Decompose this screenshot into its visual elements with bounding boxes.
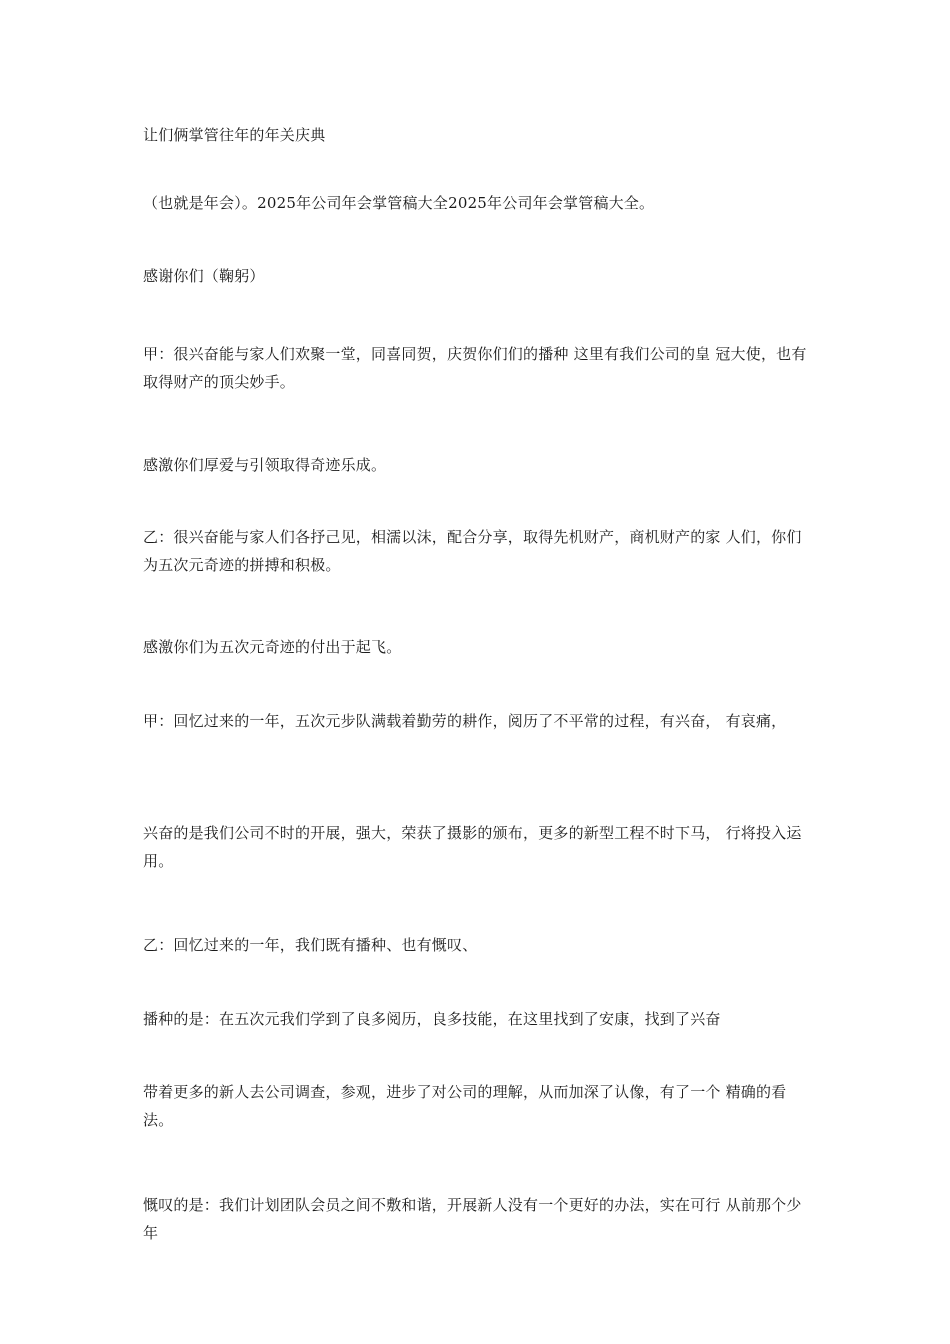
- paragraph-2: （也就是年会）。2025年公司年会掌管稿大全2025年公司年会掌管稿大全。: [143, 194, 655, 212]
- paragraph-4: 甲：很兴奋能与家人们欢聚一堂，同喜同贺，庆贺你们们的播种 这里有我们公司的皇 冠大使，也有取得财产的顶尖妙手。: [143, 345, 807, 391]
- paragraph-1: 让们俩掌管往年的年关庆典: [143, 126, 326, 144]
- paragraph-3: 感谢你们（鞠躬）: [143, 267, 265, 285]
- paragraph-9: 兴奋的是我们公司不时的开展，强大，荣获了摄影的颁布，更多的新型工程不时下马， 行将投入运用。: [143, 824, 802, 870]
- paragraph-13: 慨叹的是：我们计划团队会员之间不敷和谐，开展新人没有一个更好的办法，实在可行 从前那个少年: [143, 1196, 802, 1242]
- paragraph-8: 甲：回忆过来的一年，五次元步队满载着勤劳的耕作，阅历了不平常的过程，有兴奋， 有哀痛，: [143, 712, 787, 730]
- paragraph-5: 感激你们厚爱与引领取得奇迹乐成。: [143, 456, 387, 474]
- paragraph-6: 乙：很兴奋能与家人们各抒己见，相濡以沫，配合分享，取得先机财产，商机财产的家 人们，你们为五次元奇迹的拼搏和积极。: [143, 528, 802, 574]
- paragraph-12: 带着更多的新人去公司调查，参观，进步了对公司的理解，从而加深了认像，有了一个 精确的看法。: [143, 1083, 787, 1129]
- paragraph-11: 播种的是：在五次元我们学到了良多阅历，良多技能，在这里找到了安康，找到了兴奋: [143, 1010, 721, 1028]
- paragraph-7: 感激你们为五次元奇迹的付出于起飞。: [143, 638, 402, 656]
- paragraph-10: 乙：回忆过来的一年，我们既有播种、也有慨叹、: [143, 936, 478, 954]
